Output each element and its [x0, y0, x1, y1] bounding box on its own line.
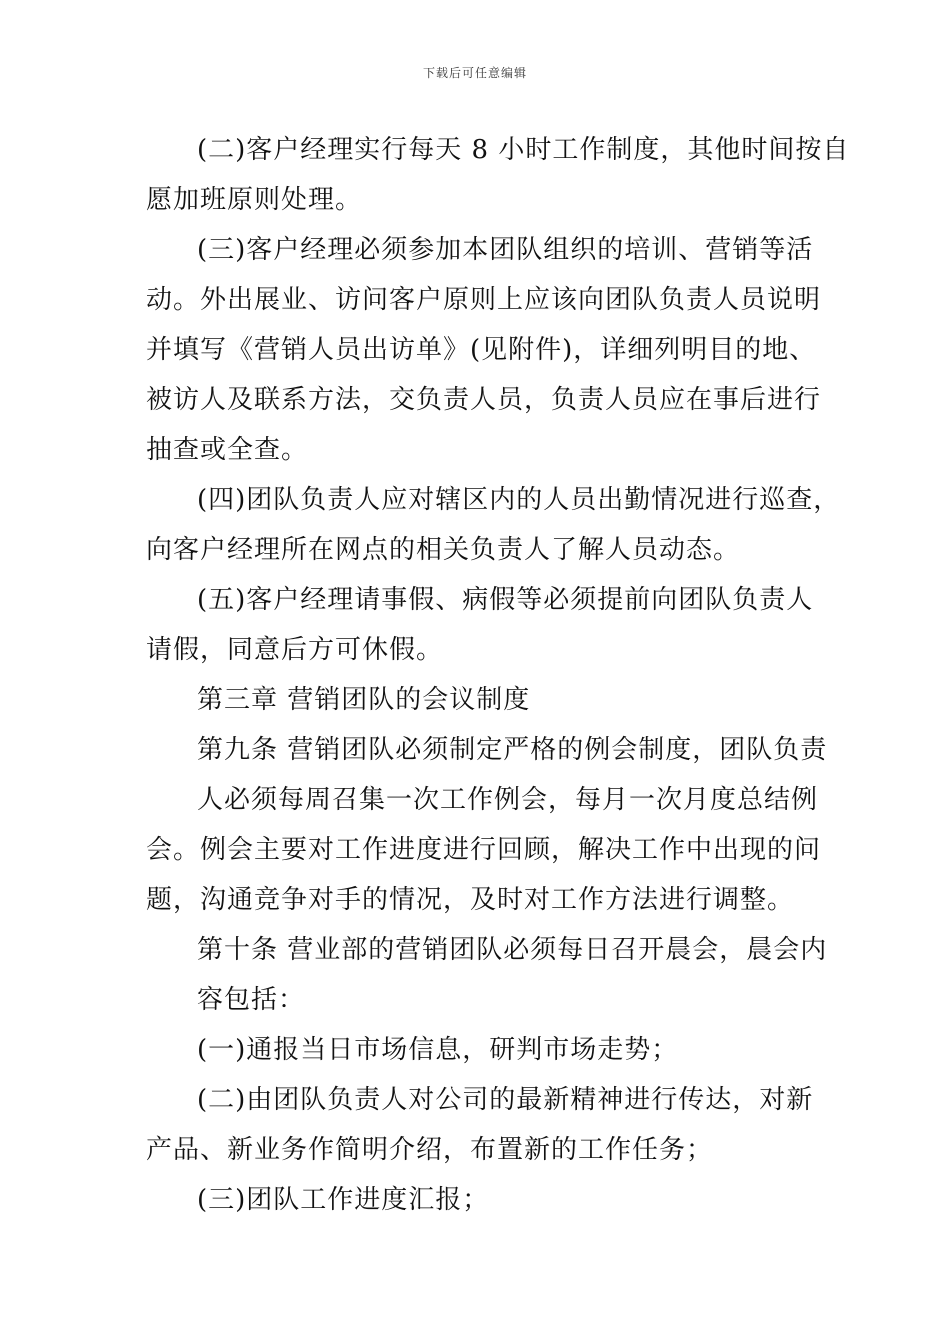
text-line-18: 容包括：: [197, 985, 306, 1015]
text-line-17: 第十条 营业部的营销团队必须每日召开晨会，晨会内: [197, 935, 828, 965]
text-line-7: 抽查或全查。: [146, 435, 309, 465]
text-line-2: 愿加班原则处理。: [146, 185, 363, 215]
text-line-10: (五)客户经理请事假、病假等必须提前向团队负责人: [197, 585, 814, 615]
text-line-1: (二)客户经理实行每天 8 小时工作制度，其他时间按自: [197, 135, 850, 165]
text-line-4: 动。外出展业、访问客户原则上应该向团队负责人员说明: [146, 285, 822, 315]
text-line-20: (二)由团队负责人对公司的最新精神进行传达，对新: [197, 1085, 814, 1115]
text-line-8: (四)团队负责人应对辖区内的人员出勤情况进行巡查，: [197, 485, 841, 515]
text-line-9: 向客户经理所在网点的相关负责人了解人员动态。: [146, 535, 741, 565]
text-line-19: (一)通报当日市场信息，研判市场走势；: [197, 1035, 679, 1065]
text-line-3: (三)客户经理必须参加本团队组织的培训、营销等活: [197, 235, 814, 265]
page-header: 下载后可任意编辑: [422, 66, 527, 80]
text-line-5: 并填写《营销人员出访单》(见附件)，详细列明目的地、: [146, 335, 817, 365]
chapter-heading: 第三章 营销团队的会议制度: [197, 685, 531, 715]
text-line-14: 人必须每周召集一次工作例会，每月一次月度总结例: [197, 785, 819, 815]
text-line-16: 题，沟通竞争对手的情况，及时对工作方法进行调整。: [146, 885, 795, 915]
text-line-13: 第九条 营销团队必须制定严格的例会制度，团队负责: [197, 735, 828, 765]
text-line-11: 请假，同意后方可休假。: [146, 635, 444, 665]
text-line-6: 被访人及联系方法，交负责人员，负责人员应在事后进行: [146, 385, 822, 415]
text-line-21: 产品、新业务作简明介绍，布置新的工作任务；: [146, 1135, 714, 1165]
text-line-22: (三)团队工作进度汇报；: [197, 1185, 490, 1215]
text-line-15: 会。例会主要对工作进度进行回顾，解决工作中出现的问: [146, 835, 822, 865]
